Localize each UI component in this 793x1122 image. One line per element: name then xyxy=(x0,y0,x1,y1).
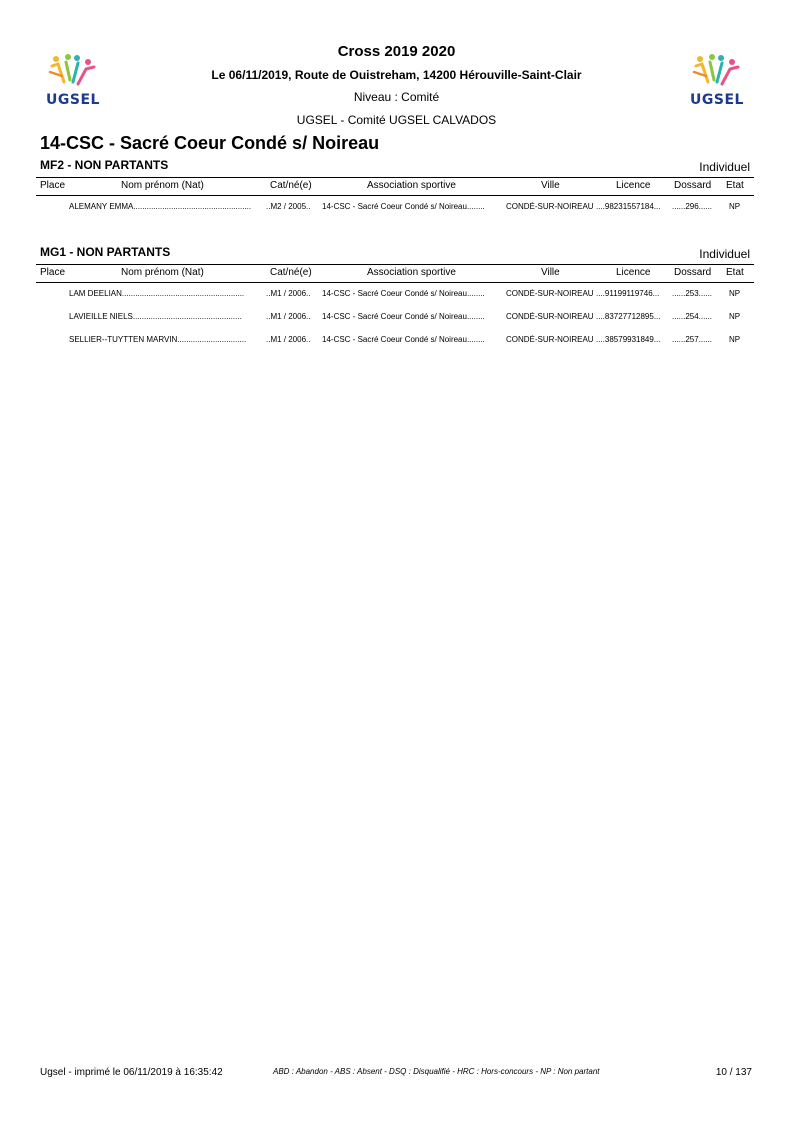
column-headers xyxy=(36,264,754,283)
table-row xyxy=(36,196,754,219)
col-etat: Etat xyxy=(726,180,744,191)
col-asso: Association sportive xyxy=(367,267,456,278)
page-number: 10 / 137 xyxy=(715,1067,752,1078)
cell-etat: NP xyxy=(729,289,741,298)
cell-ville: CONDÉ-SUR-NOIREAU xyxy=(506,289,594,298)
cell-nom: LAVIEILLE NIELS................................................. xyxy=(69,312,242,321)
logo-word: UGSEL xyxy=(46,92,100,108)
cell-ville: CONDÉ-SUR-NOIREAU xyxy=(506,335,594,344)
col-ville: Ville xyxy=(541,180,560,191)
cell-nom: ALEMANY EMMA..................................................... xyxy=(69,202,252,211)
table-row xyxy=(36,306,754,329)
section-name: MF2 - NON PARTANTS xyxy=(40,158,169,172)
cell-cat: ..M1 / 2006.. xyxy=(266,289,311,298)
col-etat: Etat xyxy=(726,267,744,278)
col-ville: Ville xyxy=(541,267,560,278)
col-dossard: Dossard xyxy=(674,180,712,191)
section-header xyxy=(36,157,754,177)
cell-dossard: ......253...... xyxy=(672,289,713,298)
cell-licence: ....98231557184... xyxy=(596,202,661,211)
cell-licence: ....83727712895... xyxy=(596,312,661,321)
cell-licence: ....91199119746... xyxy=(596,289,660,298)
rows xyxy=(36,196,754,219)
cell-etat: NP xyxy=(729,335,741,344)
cell-licence: ....38579931849... xyxy=(596,335,661,344)
cell-dossard: ......296...... xyxy=(672,202,713,211)
cell-asso: 14-CSC - Sacré Coeur Condé s/ Noireau........ xyxy=(322,289,485,298)
cell-asso: 14-CSC - Sacré Coeur Condé s/ Noireau........ xyxy=(322,312,485,321)
logo-word: UGSEL xyxy=(690,92,744,108)
cell-nom: LAM DEELIAN....................................................... xyxy=(69,289,245,298)
cell-dossard: ......257...... xyxy=(672,335,713,344)
club-title: 14-CSC - Sacré Coeur Condé s/ Noireau xyxy=(40,133,380,153)
results-section xyxy=(36,244,754,352)
table-row xyxy=(36,329,754,352)
niveau-label: Niveau : Comité xyxy=(353,90,440,104)
cell-dossard: ......254...... xyxy=(672,312,713,321)
col-place: Place xyxy=(40,267,66,278)
section-type: Individuel xyxy=(699,247,750,261)
document-title: Cross 2019 2020 xyxy=(337,43,456,60)
cell-asso: 14-CSC - Sacré Coeur Condé s/ Noireau........ xyxy=(322,335,485,344)
col-nom: Nom prénom (Nat) xyxy=(121,180,204,191)
rows xyxy=(36,283,754,352)
cell-etat: NP xyxy=(729,202,741,211)
results-section xyxy=(36,157,754,219)
cell-ville: CONDÉ-SUR-NOIREAU xyxy=(506,202,594,211)
section-name: MG1 - NON PARTANTS xyxy=(40,245,171,259)
cell-nom: SELLIER--TUYTTEN MARVIN............................... xyxy=(69,335,247,344)
cell-cat: ..M2 / 2005.. xyxy=(266,202,311,211)
table-row xyxy=(36,283,754,306)
col-dossard: Dossard xyxy=(674,267,712,278)
section-type: Individuel xyxy=(699,160,750,174)
cell-cat: ..M1 / 2006.. xyxy=(266,312,311,321)
column-headers xyxy=(36,177,754,196)
cell-asso: 14-CSC - Sacré Coeur Condé s/ Noireau........ xyxy=(322,202,485,211)
cell-etat: NP xyxy=(729,312,741,321)
col-licence: Licence xyxy=(616,180,651,191)
col-cat: Cat/né(e) xyxy=(270,180,312,191)
status-legend: ABD : Abandon - ABS : Absent - DSQ : Disqualifié - HRC : Hors-concours - NP : Non partant xyxy=(273,1067,600,1076)
event-date-location: Le 06/11/2019, Route de Ouistreham, 14200 Hérouville-Saint-Clair xyxy=(211,68,582,82)
section-header xyxy=(36,244,754,264)
col-nom: Nom prénom (Nat) xyxy=(121,267,204,278)
cell-ville: CONDÉ-SUR-NOIREAU xyxy=(506,312,594,321)
col-cat: Cat/né(e) xyxy=(270,267,312,278)
comite-label: UGSEL - Comité UGSEL CALVADOS xyxy=(296,113,497,127)
cell-cat: ..M1 / 2006.. xyxy=(266,335,311,344)
col-licence: Licence xyxy=(616,267,651,278)
col-place: Place xyxy=(40,180,66,191)
print-timestamp: Ugsel - imprimé le 06/11/2019 à 16:35:42 xyxy=(40,1067,223,1078)
col-asso: Association sportive xyxy=(367,180,456,191)
